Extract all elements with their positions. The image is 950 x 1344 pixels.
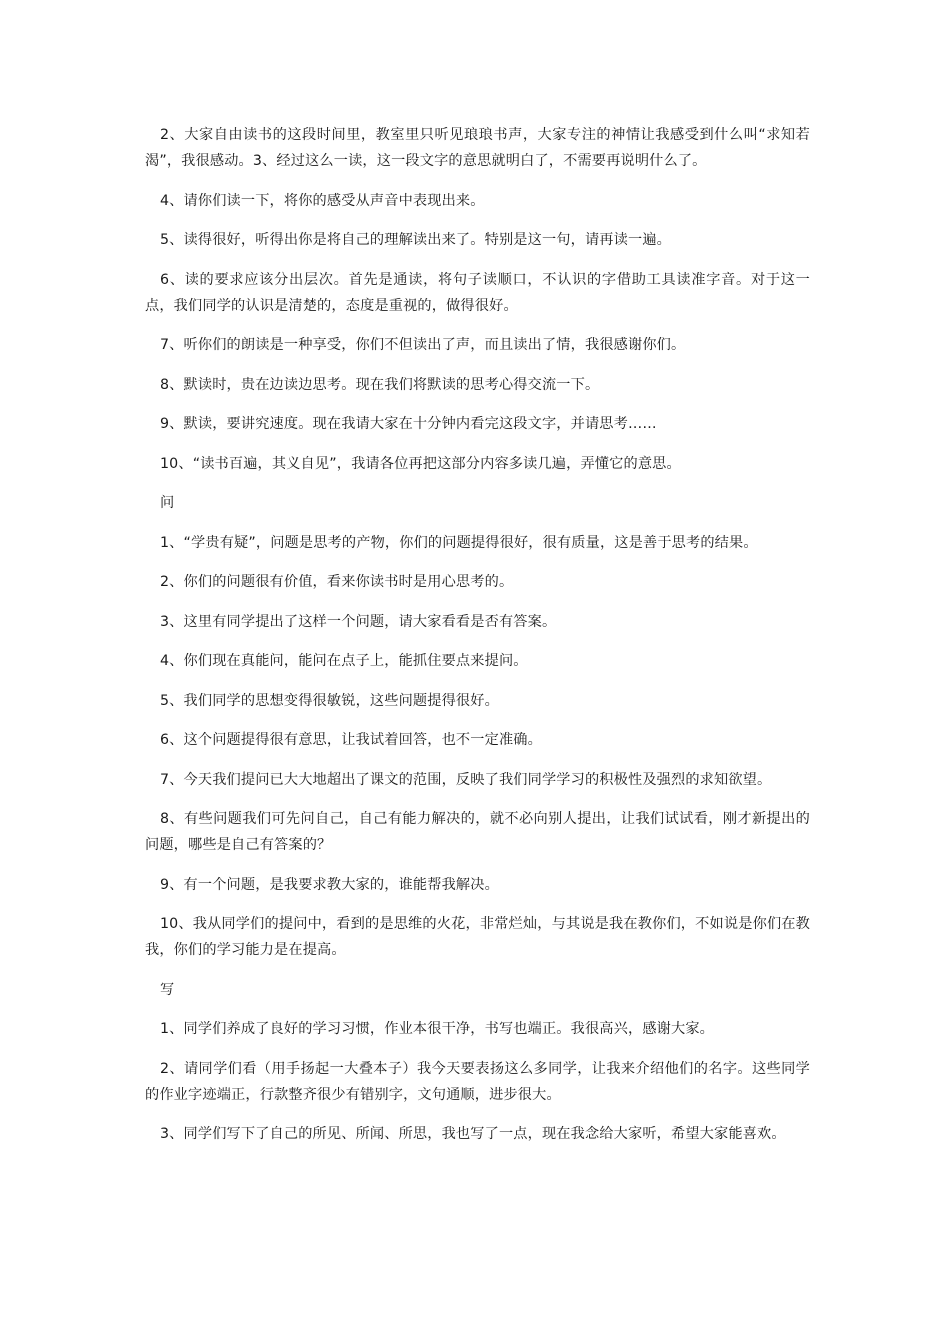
- read-item: 7、听你们的朗读是一种享受，你们不但读出了声，而且读出了情，我很感谢你们。: [160, 337, 686, 353]
- read-item: 8、默读时，贵在边读边思考。现在我们将默读的思考心得交流一下。: [160, 376, 600, 393]
- write-item: 3、同学们写下了自己的所见、所闻、所思，我也写了一点，现在我念给大家听，希望大家能喜欢。: [160, 1126, 786, 1142]
- read-item: 5、读得很好，听得出你是将自己的理解读出来了。特别是这一句，请再读一遍。: [160, 232, 671, 248]
- section-heading-ask: 问: [160, 495, 175, 511]
- write-item: 1、同学们养成了良好的学习习惯，作业本很干净，书写也端正。我很高兴，感谢大家。: [160, 1021, 715, 1037]
- ask-item: 6、这个问题提得很有意思，让我试着回答，也不一定准确。: [160, 732, 542, 748]
- read-item: 10、“读书百遍，其义自见”，我请各位再把这部分内容多读几遍，弄懂它的意思。: [160, 455, 681, 472]
- section-heading-write: 写: [160, 981, 175, 998]
- ask-item: 10、我从同学们的提问中，看到的是思维的火花，非常烂灿，与其说是我在教你们，不如说是你们在教我，你们的学习能力是在提高。: [145, 916, 810, 958]
- read-item: 9、默读，要讲究速度。现在我请大家在十分钟内看完这段文字，并请思考……: [160, 416, 657, 432]
- read-item: 2、大家自由读书的这段时间里，教室里只听见琅琅书声，大家专注的神情让我感受到什么叫“求知若渴”，我很感动。3、经过这么一读，这一段文字的意思就明白了，不需要再说明什么了。: [145, 127, 810, 169]
- document-page: [145, 122, 810, 1161]
- ask-item: 1、“学贵有疑”，问题是思考的产物，你们的问题提得很好，很有质量，这是善于思考的结果。: [160, 534, 758, 551]
- ask-item: 9、有一个问题，是我要求教大家的，谁能帮我解决。: [160, 876, 499, 893]
- ask-item: 3、这里有同学提出了这样一个问题，请大家看看是否有答案。: [160, 613, 557, 630]
- read-item: 6、读的要求应该分出层次。首先是通读，将句子读顺口，不认识的字借助工具读准字音。对于这一点，我们同学的认识是清楚的，态度是重视的，做得很好。: [145, 271, 810, 314]
- write-item: 2、请同学们看（用手扬起一大叠本子）我今天要表扬这么多同学，让我来介绍他们的名字。这些同学的作业字迹端正，行款整齐很少有错别字，文句通顺，进步很大。: [145, 1060, 810, 1103]
- read-item: 4、请你们读一下，将你的感受从声音中表现出来。: [160, 192, 485, 209]
- ask-item: 4、你们现在真能问，能问在点子上，能抓住要点来提问。: [160, 653, 528, 669]
- ask-item: 8、有些问题我们可先问自己，自己有能力解决的，就不必向别人提出，让我们试试看，刚才新提出的问题，哪些是自己有答案的？: [145, 811, 810, 853]
- ask-item: 7、今天我们提问已大大地超出了课文的范围，反映了我们同学学习的积极性及强烈的求知欲望。: [160, 771, 772, 788]
- ask-item: 2、你们的问题很有价值，看来你读书时是用心思考的。: [160, 574, 514, 590]
- ask-item: 5、我们同学的思想变得很敏锐，这些问题提得很好。: [160, 692, 499, 709]
